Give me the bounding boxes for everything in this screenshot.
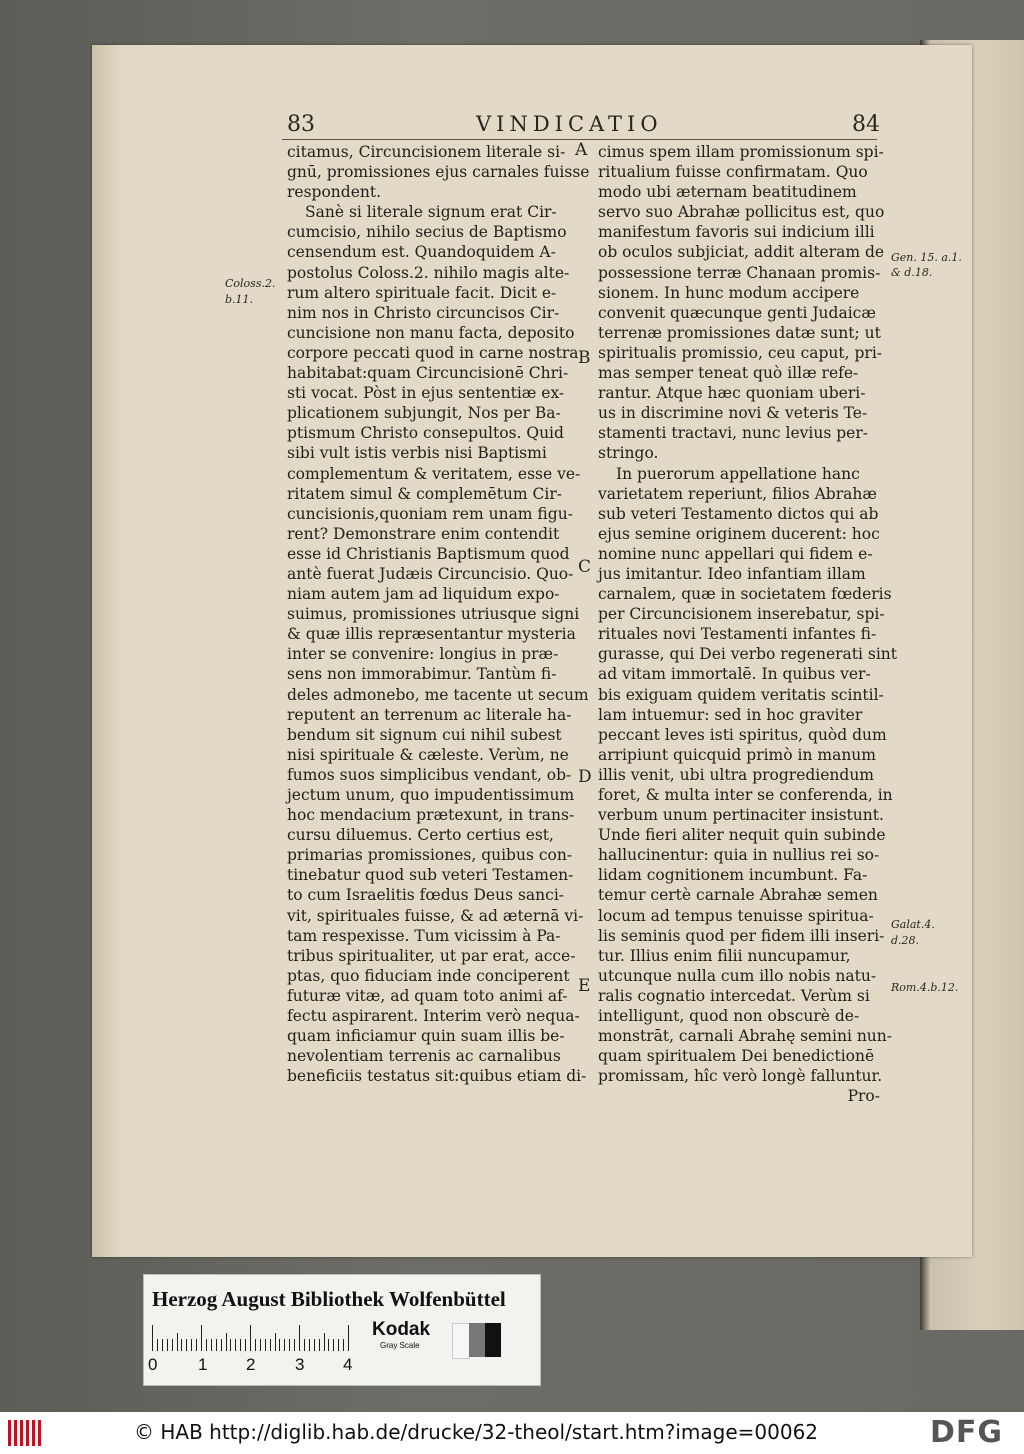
- ruler-tick: [309, 1339, 310, 1351]
- ruler-tick: [181, 1339, 182, 1351]
- ruler-tick: [216, 1339, 217, 1351]
- ruler-tick: [177, 1333, 178, 1351]
- left-line: deles admonebo, me tacente ut secum: [287, 685, 589, 704]
- left-line: nisi spirituale & cæleste. Verùm, ne: [287, 745, 569, 764]
- left-line: tinebatur quod sub veteri Testamen-: [287, 866, 574, 885]
- left-line: sens non immorabimur. Tantùm fi-: [287, 665, 557, 684]
- right-line: possessione terræ Chanaan promis-: [598, 263, 881, 282]
- left-line: corpore peccati quod in carne nostra: [287, 343, 579, 362]
- right-line: spiritualis promissio, ceu caput, pri-: [598, 343, 883, 362]
- right-line: ritualium fuisse confirmatam. Quo: [598, 163, 868, 182]
- right-line: ob oculos subjiciat, addit alteram de: [598, 243, 885, 262]
- ruler-tick: [270, 1339, 271, 1351]
- right-line: lidam cognitionem incumbunt. Fa-: [598, 866, 868, 885]
- right-line: illis venit, ubi ultra progrediendum: [598, 765, 875, 784]
- right-line: rituales novi Testamenti infantes fi-: [598, 625, 877, 644]
- left-line: vit, spirituales fuisse, & ad æternā vi-: [287, 906, 584, 925]
- left-line: fumos suos simplicibus vendant, ob-: [287, 765, 572, 784]
- ruler-tick: [240, 1339, 241, 1351]
- right-line: gurasse, qui Dei verbo regenerati sint: [598, 645, 898, 664]
- ruler-tick: [250, 1325, 251, 1351]
- right-text-column: [598, 142, 898, 1107]
- section-marker-e: E: [578, 976, 591, 996]
- right-page-number: 84: [852, 112, 880, 137]
- margin-note-right-3: Rom.4.b.12.: [891, 981, 959, 994]
- gray-scale-label: Gray Scale: [380, 1341, 420, 1350]
- right-line: varietatem reperiunt, filios Abrahæ: [598, 484, 877, 503]
- right-line: rantur. Atque hæc quoniam uberi-: [598, 384, 866, 403]
- ruler-label-1: 1: [198, 1355, 208, 1374]
- left-line: Sanè si literale signum erat Cir-: [305, 203, 557, 222]
- section-marker-a: A: [575, 140, 588, 160]
- left-line: esse id Christianis Baptismum quod: [287, 544, 570, 563]
- margin-note-right-1b: & d.18.: [891, 266, 933, 279]
- ruler-tick: [226, 1333, 227, 1351]
- left-line: cuncisione non manu facta, deposito: [287, 323, 575, 342]
- left-line: hoc mendacium prætexunt, in trans-: [287, 806, 575, 825]
- right-line: intelligunt, quod non obscurè de-: [598, 1007, 860, 1026]
- right-line: carnalem, quæ in societatem fœderis: [598, 585, 892, 604]
- left-line: cursu diluemus. Certo certius est,: [287, 826, 554, 845]
- margin-note-right-2a: Galat.4.: [891, 918, 935, 931]
- ruler-tick: [343, 1339, 344, 1351]
- right-line: bis exiguam quidem veritatis scintil-: [598, 685, 884, 704]
- left-line: & quæ illis repræsentantur mysteria: [287, 625, 576, 644]
- ruler-tick: [348, 1325, 349, 1351]
- page-header: [0, 112, 1024, 146]
- left-line: rum altero spirituale facit. Dicit e-: [287, 283, 557, 302]
- right-line: per Circuncisionem inserebatur, spi-: [598, 605, 885, 624]
- right-line: quam spiritualem Dei benedictionē: [598, 1047, 875, 1066]
- ruler-tick: [172, 1339, 173, 1351]
- ruler-tick: [333, 1339, 334, 1351]
- left-line: fectu aspirarent. Interim verò nequa-: [287, 1007, 580, 1026]
- left-line: cuncisionis,quoniam rem unam figu-: [287, 504, 573, 523]
- page-gutter-shadow: [92, 45, 120, 1257]
- left-line: inter se convenire: longius in præ-: [287, 645, 559, 664]
- right-line: cimus spem illam promissionum spi-: [598, 143, 884, 161]
- left-line: primarias promissiones, quibus con-: [287, 846, 573, 865]
- left-line: citamus, Circuncisionem literale si-: [287, 143, 566, 161]
- right-line: terrenæ promissiones datæ sunt; ut: [598, 323, 881, 342]
- left-line: sibi vult istis verbis nisi Baptismi: [287, 444, 547, 463]
- right-line: convenit quæcunque genti Judaicæ: [598, 303, 876, 322]
- right-line: hallucinentur: quia in nullius rei so-: [598, 846, 880, 865]
- right-line: locum ad tempus tenuisse spiritua-: [598, 906, 874, 925]
- ruler-tick: [279, 1339, 280, 1351]
- ruler-tick: [230, 1339, 231, 1351]
- footer-bar: [0, 1412, 1024, 1454]
- section-marker-b: B: [578, 348, 591, 368]
- left-line: sti vocat. Pòst in ejus sententiæ ex-: [287, 384, 565, 403]
- ruler-tick: [328, 1339, 329, 1351]
- margin-note-left-1: Coloss.2.: [225, 277, 276, 290]
- ruler-tick: [201, 1325, 202, 1351]
- left-line: jectum unum, quo impudentissimum: [287, 786, 575, 804]
- right-line: stringo.: [598, 444, 659, 463]
- ruler-tick: [152, 1325, 153, 1351]
- left-line: censendum est. Quandoquidem A-: [287, 243, 556, 262]
- margin-note-right-2b: d.28.: [891, 934, 920, 947]
- right-line: In puerorum appellatione hanc: [616, 464, 860, 483]
- right-line: mas semper teneat quò illæ refe-: [598, 364, 859, 383]
- left-line: respondent.: [287, 183, 382, 202]
- section-marker-c: C: [578, 557, 592, 577]
- scale-card: [143, 1274, 541, 1386]
- ruler-tick: [289, 1339, 290, 1351]
- gray-patch-white: [452, 1323, 470, 1359]
- ruler-tick: [196, 1339, 197, 1351]
- right-line: ralis cognatio intercedat. Verùm si: [598, 986, 870, 1005]
- left-line: antè fuerat Judæis Circuncisio. Quo-: [287, 564, 574, 583]
- left-line: habitabat:quam Circuncisionē Chri-: [287, 364, 569, 383]
- right-line: stamenti tractavi, nunc levius per-: [598, 424, 868, 443]
- ruler-tick: [294, 1339, 295, 1351]
- right-line: servo suo Abrahæ pollicitus est, quo: [598, 203, 885, 222]
- margin-note-right-1a: Gen. 15. a.1.: [891, 251, 962, 264]
- ruler-tick: [245, 1339, 246, 1351]
- left-line: cumcisio, nihilo secius de Baptismo: [287, 223, 567, 242]
- ruler-tick: [338, 1339, 339, 1351]
- right-line: modo ubi æternam beatitudinem: [598, 183, 857, 202]
- library-name: Herzog August Bibliothek Wolfenbüttel: [152, 1287, 506, 1311]
- ruler-tick: [157, 1339, 158, 1351]
- ruler-scale: [152, 1323, 362, 1351]
- gray-patch-mid: [469, 1323, 485, 1357]
- right-line: ejus semine originem ducerent: hoc: [598, 524, 880, 543]
- right-line: ad vitam immortalē. In quibus ver-: [598, 665, 871, 684]
- ruler-tick: [324, 1333, 325, 1351]
- dfg-logo: DFG: [930, 1415, 1004, 1450]
- ruler-tick: [314, 1339, 315, 1351]
- right-line: monstrāt, carnali Abrahę semini nun-: [598, 1027, 893, 1046]
- right-line: verbum unum pertinaciter insistunt.: [598, 806, 884, 825]
- ruler-tick: [211, 1339, 212, 1351]
- left-line: futuræ vitæ, ad quam toto animi af-: [287, 986, 568, 1005]
- ruler-tick: [167, 1339, 168, 1351]
- ruler-tick: [186, 1339, 187, 1351]
- right-line: sub veteri Testamento dictos qui ab: [598, 504, 879, 523]
- ruler-label-4: 4: [343, 1355, 353, 1374]
- left-line: rent? Demonstrare enim contendit: [287, 524, 560, 543]
- ruler-label-0: 0: [148, 1355, 158, 1374]
- left-line: nevolentiam terrenis ac carnalibus: [287, 1047, 561, 1066]
- right-line: us in discrimine novi & veteris Te-: [598, 404, 868, 423]
- left-line: nim nos in Christo circuncisos Cir-: [287, 303, 560, 322]
- kodak-brand: Kodak: [372, 1319, 431, 1340]
- left-line: ritatem simul & complemētum Cir-: [287, 484, 562, 503]
- right-line: manifestum favoris sui indicium illi: [598, 223, 875, 242]
- ruler-tick: [260, 1339, 261, 1351]
- left-line: bendum sit signum cui nihil subest: [287, 725, 562, 744]
- hab-logo-icon: [8, 1420, 46, 1446]
- right-line: arripiunt quicquid primò in manum: [598, 745, 876, 764]
- right-line: lam intuemur: sed in hoc graviter: [598, 705, 863, 724]
- left-line: beneficiis testatus sit:quibus etiam di-: [287, 1067, 587, 1086]
- ruler-tick: [206, 1339, 207, 1351]
- ruler-tick: [255, 1339, 256, 1351]
- left-text-column: [287, 142, 590, 1086]
- ruler-tick: [265, 1339, 266, 1351]
- right-line: temur certè carnale Abrahæ semen: [598, 886, 878, 905]
- right-line: Pro-: [847, 1087, 880, 1106]
- left-line: quam inficiamur quin suam illis be-: [287, 1027, 565, 1046]
- right-line: peccant leves isti spiritus, quòd dum: [598, 725, 887, 744]
- left-page-number: 83: [287, 112, 315, 137]
- left-line: plicationem subjungit, Nos per Ba-: [287, 404, 561, 423]
- left-line: ptismum Christo consepultos. Quid: [287, 424, 564, 443]
- ruler-tick: [319, 1339, 320, 1351]
- ruler-tick: [275, 1333, 276, 1351]
- right-line: nomine nunc appellari qui fidem e-: [598, 544, 873, 563]
- ruler-label-3: 3: [295, 1355, 305, 1374]
- right-line: jus imitantur. Ideo infantiam illam: [598, 564, 866, 583]
- left-line: niam autem jam ad liquidum expo-: [287, 585, 560, 604]
- ruler-tick: [304, 1339, 305, 1351]
- left-line: suimus, promissiones utriusque signi: [287, 605, 580, 624]
- margin-note-left-2: b.11.: [225, 293, 254, 306]
- left-line: tribus spiritualiter, ut par erat, acce-: [287, 946, 576, 965]
- left-line: to cum Israelitis fœdus Deus sanci-: [287, 886, 565, 905]
- left-line: complementum & veritatem, esse ve-: [287, 464, 581, 483]
- ruler-tick: [162, 1339, 163, 1351]
- right-line: tur. Illius enim filii nuncupamur,: [598, 946, 851, 965]
- right-line: sionem. In hunc modum accipere: [598, 283, 860, 302]
- left-line: reputent an terrenum ac literale ha-: [287, 705, 572, 724]
- right-line: utcunque nulla cum illo nobis natu-: [598, 966, 877, 985]
- left-line: tam respexisse. Tum vicissim à Pa-: [287, 926, 561, 945]
- ruler-tick: [284, 1339, 285, 1351]
- ruler-tick: [235, 1339, 236, 1351]
- ruler-label-2: 2: [246, 1355, 256, 1374]
- running-head: VINDICATIO: [476, 112, 663, 136]
- ruler-tick: [191, 1339, 192, 1351]
- ruler-tick: [299, 1325, 300, 1351]
- right-line: promissam, hîc verò longè falluntur.: [598, 1067, 883, 1086]
- left-line: gnū, promissiones ejus carnales fuisse: [287, 163, 590, 182]
- gray-patch-black: [485, 1323, 501, 1357]
- right-line: lis seminis quod per fidem illi inseri-: [598, 926, 885, 945]
- left-line: ptas, quo fiduciam inde conciperent: [287, 966, 570, 985]
- ruler-tick: [221, 1339, 222, 1351]
- section-marker-d: D: [578, 767, 592, 787]
- right-line: Unde fieri aliter nequit quin subinde: [598, 826, 886, 845]
- right-line: foret, & multa inter se conferenda, in: [598, 786, 893, 804]
- left-line: postolus Coloss.2. nihilo magis alte-: [287, 263, 570, 282]
- footer-url: © HAB http://diglib.hab.de/drucke/32-theol/start.htm?image=00062: [134, 1420, 819, 1444]
